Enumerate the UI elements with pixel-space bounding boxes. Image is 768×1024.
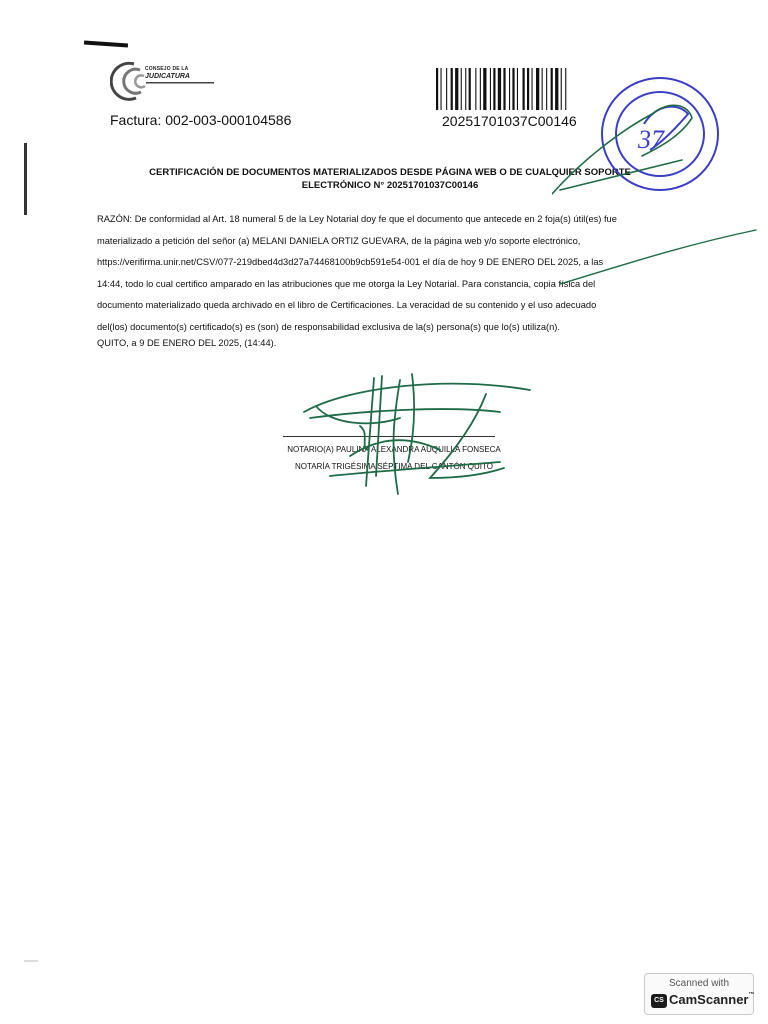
date-line: QUITO, a 9 DE ENERO DEL 2025, (14:44). <box>97 338 277 348</box>
watermark-brand: CamScanner™ <box>669 992 755 1007</box>
body-line: del(los) documento(s) certificado(s) es (son) de responsabilidad exclusiva de la(s) persona(s) que lo(s) utiliza(n). <box>97 321 560 332</box>
judicatura-logo-icon <box>110 58 220 104</box>
barcode-bar <box>461 68 462 110</box>
body-line: https://verifirma.unir.net/CSV/077-219dbed4d3d27a74468100b9cb591e54-001 el día de hoy 9 DE ENERO DEL 2025, a las <box>97 257 604 267</box>
scan-artifact <box>24 960 38 962</box>
body-line: materializado a petición del señor (a) MELANI DANIELA ORTIZ GUEVARA, de la página web y/o soporte electrónico, <box>97 235 581 246</box>
barcode-bar <box>542 68 543 110</box>
barcode-bar <box>469 68 471 110</box>
barcode-bar <box>480 68 481 110</box>
notary-name: NOTARIO(A) PAULINA ALEXANDRA AUQUILLA FONSECA <box>287 445 501 454</box>
barcode-bar <box>446 68 447 110</box>
notary-stamp-icon <box>552 70 728 198</box>
barcode-bar <box>509 68 510 110</box>
barcode-bar <box>536 68 539 110</box>
watermark-top-text: Scanned with <box>668 978 730 989</box>
camscanner-logo-icon: CS <box>651 994 667 1008</box>
barcode-bar <box>546 68 547 110</box>
scan-mark <box>84 40 128 47</box>
barcode-bar <box>465 68 466 110</box>
barcode-bar <box>512 68 514 110</box>
body-line: documento materializado queda archivado en el libro de Certificaciones. La veracidad de su contenido y el uso adecuado <box>97 300 597 310</box>
ink-stroke <box>560 226 760 286</box>
body-line: RAZÓN: De conformidad al Art. 18 numeral 5 de la Ley Notarial doy fe que el documento que antecede en 2 foja(s) útil(es) fue <box>97 214 617 224</box>
logo-text-line1: CONSEJO DE LA <box>145 66 189 72</box>
title-line1: CERTIFICACIÓN DE DOCUMENTOS MATERIALIZADOS DESDE PÁGINA WEB O DE CUALQUIER SOPORTE <box>149 167 631 178</box>
barcode-bar <box>503 68 505 110</box>
barcode-bar <box>451 68 453 110</box>
barcode-bar <box>527 68 529 110</box>
barcode-bar <box>493 68 495 110</box>
barcode-bar <box>490 68 491 110</box>
barcode-bar <box>455 68 458 110</box>
barcode-bar <box>498 68 501 110</box>
barcode-bar <box>532 68 533 110</box>
barcode-bar <box>475 68 476 110</box>
handwritten-signature <box>290 366 540 516</box>
stamp-number: 37 <box>638 125 664 154</box>
watermark-brand-name: CamScanner <box>669 992 749 1007</box>
body-line: 14:44, todo lo cual certifico amparado en las atribuciones que me otorga la Ley Notarial. Para constancia, copia física del <box>97 278 596 289</box>
barcode-number: 20251701037C00146 <box>442 113 577 129</box>
scan-edge-mark <box>24 143 27 215</box>
invoice-number: Factura: 002-003-000104586 <box>110 112 292 128</box>
title-line2: ELECTRÓNICO N° 20251701037C00146 <box>301 180 479 191</box>
barcode-bar <box>517 68 518 110</box>
barcode-bar <box>483 68 486 110</box>
barcode-bar <box>441 68 442 110</box>
logo-text-line2: JUDICATURA <box>145 73 190 80</box>
notary-office: NOTARÍA TRIGÉSIMA SÉPTIMA DEL CANTÓN QUITO <box>295 462 493 471</box>
camscanner-watermark <box>644 973 754 1015</box>
barcode-bar <box>523 68 525 110</box>
barcode-bar <box>436 68 438 110</box>
